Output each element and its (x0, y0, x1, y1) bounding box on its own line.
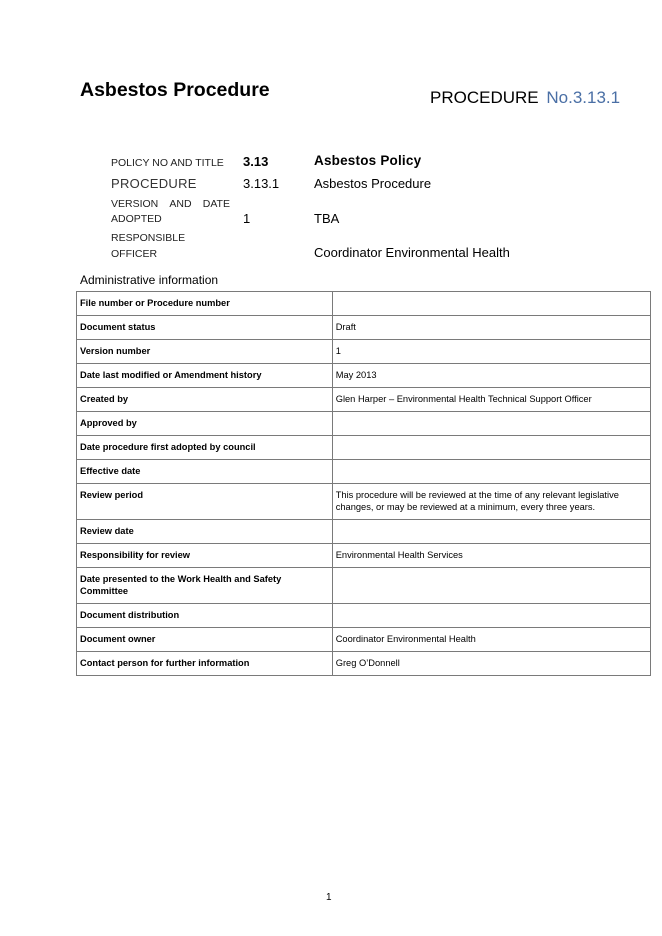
table-row (77, 484, 651, 520)
meta-label-version-word1: VERSION (111, 198, 159, 210)
table-cell-label: Review date (77, 520, 333, 544)
meta-value-version: TBA (314, 211, 340, 226)
table-cell-label: Contact person for further information (77, 652, 333, 676)
table-cell-label: Date procedure first adopted by council (77, 436, 333, 460)
meta-value-officer: Coordinator Environmental Health (314, 245, 510, 260)
procedure-header (430, 88, 620, 108)
admin-heading: Administrative information (80, 273, 219, 287)
meta-label-version (111, 197, 230, 227)
table-row (77, 364, 651, 388)
meta-row-procedure (111, 175, 551, 195)
table-cell-value (332, 604, 650, 628)
page-number: 1 (326, 892, 332, 903)
table-row (77, 388, 651, 412)
table-cell-value: Greg O’Donnell (332, 652, 650, 676)
table-row (77, 628, 651, 652)
procedure-label: PROCEDURE (430, 88, 539, 107)
table-cell-label: Effective date (77, 460, 333, 484)
table-row (77, 316, 651, 340)
table-cell-label: Responsibility for review (77, 544, 333, 568)
meta-row-policy (111, 153, 551, 175)
meta-label-officer-line2: OFFICER (111, 247, 158, 260)
table-cell-label: Created by (77, 388, 333, 412)
table-row (77, 460, 651, 484)
meta-label-version-word2: AND (169, 198, 192, 210)
meta-label-version-line2: ADOPTED (111, 213, 162, 225)
table-cell-value: May 2013 (332, 364, 650, 388)
table-cell-value (332, 568, 650, 604)
table-row (77, 544, 651, 568)
document-title: Asbestos Procedure (80, 79, 270, 101)
meta-label-version-word3: DATE (202, 198, 230, 210)
table-cell-value: This procedure will be reviewed at the time of any relevant legislative changes, or may be reviewed at a minimum, every three years. (332, 484, 650, 520)
meta-number-procedure: 3.13.1 (243, 176, 280, 191)
table-cell-label: Date presented to the Work Health and Safety Committee (77, 568, 333, 604)
table-cell-label: Document distribution (77, 604, 333, 628)
meta-label-procedure: PROCEDURE (111, 176, 197, 191)
table-cell-value (332, 520, 650, 544)
meta-row-version (111, 195, 551, 229)
meta-number-version: 1 (243, 211, 251, 226)
meta-label-officer (111, 231, 185, 262)
table-row (77, 436, 651, 460)
meta-value-procedure: Asbestos Procedure (314, 176, 432, 191)
table-row (77, 292, 651, 316)
meta-value-policy: Asbestos Policy (314, 153, 422, 168)
table-cell-label: Document status (77, 316, 333, 340)
table-cell-value: Glen Harper – Environmental Health Technical Support Officer (332, 388, 650, 412)
table-row (77, 568, 651, 604)
table-cell-label: File number or Procedure number (77, 292, 333, 316)
table-cell-value: Coordinator Environmental Health (332, 628, 650, 652)
table-cell-value (332, 412, 650, 436)
table-row (77, 340, 651, 364)
meta-number-policy: 3.13 (243, 154, 269, 169)
table-cell-value (332, 460, 650, 484)
table-cell-value (332, 436, 650, 460)
table-cell-value: Draft (332, 316, 650, 340)
meta-label-version-line1 (111, 197, 230, 212)
table-cell-label: Review period (77, 484, 333, 520)
table-cell-label: Document owner (77, 628, 333, 652)
table-row (77, 520, 651, 544)
table-cell-label: Date last modified or Amendment history (77, 364, 333, 388)
table-cell-value: 1 (332, 340, 650, 364)
procedure-number: No.3.13.1 (546, 88, 621, 107)
meta-label-policy: POLICY NO AND TITLE (111, 157, 224, 169)
document-metadata (111, 153, 551, 265)
table-cell-label: Version number (77, 340, 333, 364)
table-row (77, 652, 651, 676)
table-row (77, 604, 651, 628)
meta-row-officer (111, 229, 551, 265)
admin-info-table (76, 291, 651, 676)
table-cell-value: Environmental Health Services (332, 544, 650, 568)
meta-label-officer-line1: RESPONSIBLE (111, 232, 186, 244)
table-row (77, 412, 651, 436)
admin-table-body (77, 292, 651, 676)
table-cell-value (332, 292, 650, 316)
table-cell-label: Approved by (77, 412, 333, 436)
